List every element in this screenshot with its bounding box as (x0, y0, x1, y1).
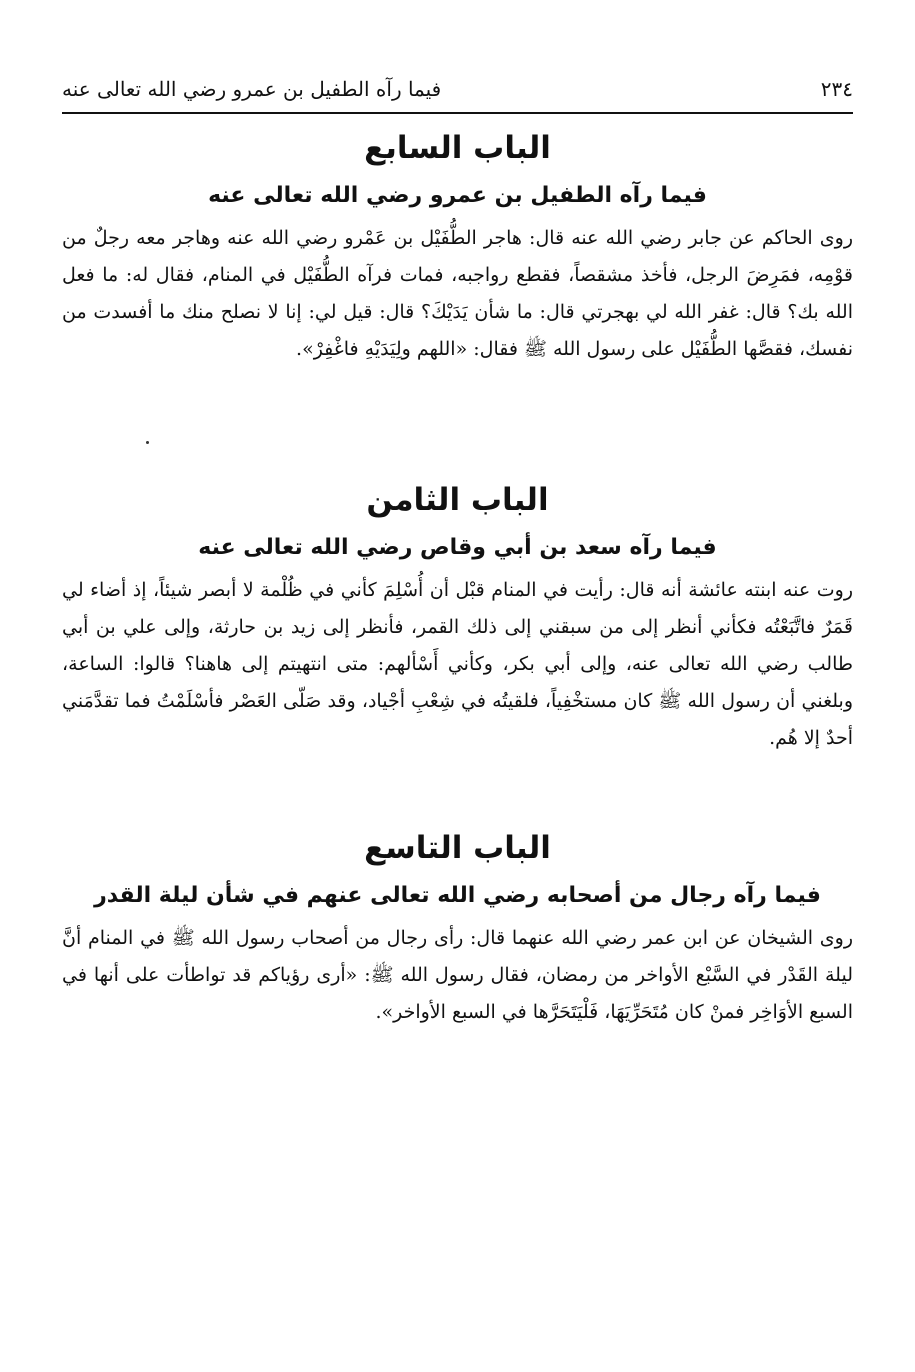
header-rule (62, 112, 853, 114)
chapter-title: الباب التاسع (364, 830, 551, 866)
chapter-body: روى الحاكم عن جابر رضي الله عنه قال: هاجر الطُّفَيْل بن عَمْرو رضي الله عنه وهاجر معه رجلٌ من قوْمِه، فمَرِضَ الرجل، فأخذ مشقصاً، فقطع رواجبه، فمات فرآه الطُّفَيْل في المنام، فقال له: ما فعل الله بك؟ قال: غفر الله لي بهجرتي قال: ما شأن يَدَيْكَ؟ قال: قيل لي: إنا لا نصلح منك ما أفسدت من نفسك، فقصَّها الطُّفَيْل على رسول الله ﷺ فقال: «اللهم ولِيَدَيْهِ فاغْفِرْ». (62, 227, 853, 360)
section-chapter-8 (62, 478, 853, 757)
chapter-subtitle: فيما رآه الطفيل بن عمرو رضي الله تعالى عنه (208, 183, 707, 208)
running-header (62, 72, 853, 106)
section-chapter-7 (62, 126, 853, 368)
running-title: فيما رآه الطفيل بن عمرو رضي الله تعالى عنه (62, 77, 442, 101)
chapter-body: روى الشيخان عن ابن عمر رضي الله عنهما قال: رأى رجال من أصحاب رسول الله ﷺ في المنام أنَّ ليلة القَدْر في السَّبْع الأواخر من رمضان، فقال رسول الله ﷺ: «أرى رؤياكم قد تواطأت على أنها في السبع الأوَاخِر فمنْ كان مُتَحَرِّيَهَا، فَلْيَتَحَرَّها في السبع الأواخر». (62, 927, 853, 1023)
chapter-subtitle: فيما رآه سعد بن أبي وقاص رضي الله تعالى عنه (198, 535, 717, 560)
chapter-title: الباب السابع (364, 130, 551, 166)
chapter-body: روت عنه ابنته عائشة أنه قال: رأيت في المنام قبْل أن أُسْلِمَ كأني في ظُلْمة لا أبصر شيئاً، إذ أضاء لي قَمَرٌ فاتَّبَعْتُه فكأني أنظر إلى من سبقني إلى ذلك القمر، فأنظر إلى زيد بن حارثة، وإلى علي بن أبي طالب رضي الله تعالى عنه، وإلى أبي بكر، وكأني أَسْألهم: متى انتهيتم إلى هاهنا؟ قالوا: الساعة، وبلغني أن رسول الله ﷺ كان مستخْفِياً، فلقيتُه في شِعْبِ أجْياد، وقد صَلّى العَصْر فأسْلَمْتُ فما تقدَّمَني أحدٌ إلا هُم. (62, 579, 853, 749)
stray-dot (146, 441, 149, 444)
section-chapter-9 (62, 826, 853, 1031)
chapter-title: الباب الثامن (366, 482, 549, 518)
chapter-subtitle: فيما رآه رجال من أصحابه رضي الله تعالى عنهم في شأن ليلة القدر (94, 883, 821, 908)
page-number: ٢٣٤ (820, 77, 853, 101)
